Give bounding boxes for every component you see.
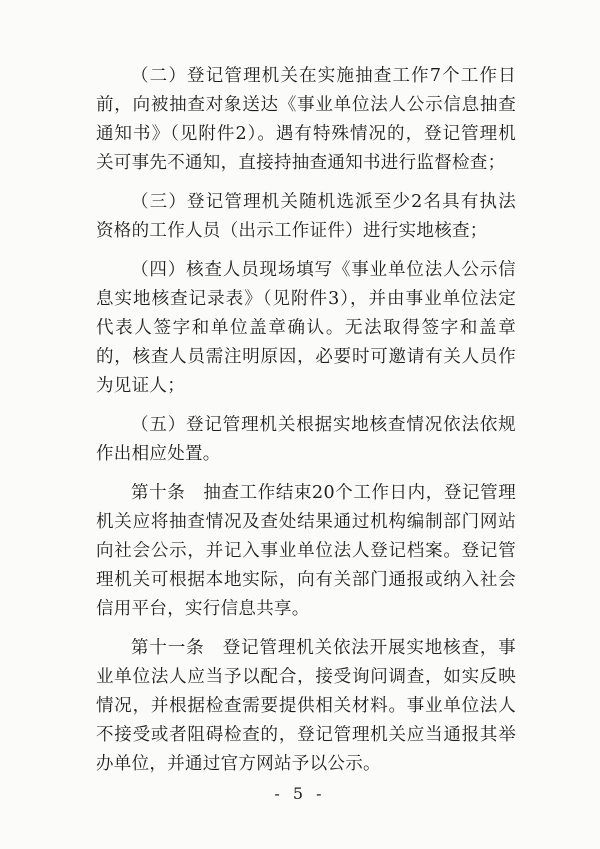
paragraph-item-2: （二）登记管理机关在实施抽查工作7个工作日前，向被抽查对象送达《事业单位法人公示信息抽查通知书》（见附件2）。遇有特殊情况的，登记管理机关可事先不通知，直接持抽查通知书进行监督检查； <box>96 66 516 173</box>
page-number: - 5 - <box>274 784 326 803</box>
paragraph-item-5: （五）登记管理机关根据实地核查情况依法依规作出相应处置。 <box>96 415 516 464</box>
article-10: 第十条 抽查工作结束20个工作日内，登记管理机关应将抽查情况及查处结果通过机构编制部门网站向社会公示，并记入事业单位法人登记档案。登记管理机关可根据本地实际，向有关部门通报或纳入社会信用平台，实行信息共享。 <box>96 483 516 619</box>
document-body <box>96 62 516 779</box>
article-11: 第十一条 登记管理机关依法开展实地核查，事业单位法人应当予以配合，接受询问调查，如实反映情况，并根据检查需要提供相关材料。事业单位法人不接受或者阻碍检查的，登记管理机关应当通报其举办单位，并通过官方网站予以公示。 <box>96 638 516 774</box>
paragraph-item-3: （三）登记管理机关随机选派至少2名具有执法资格的工作人员（出示工作证件）进行实地核查； <box>96 192 516 241</box>
paragraph-item-4: （四）核查人员现场填写《事业单位法人公示信息实地核查记录表》（见附件3），并由事业单位法定代表人签字和单位盖章确认。无法取得签字和盖章的，核查人员需注明原因，必要时可邀请有关人员作为见证人； <box>96 260 516 396</box>
